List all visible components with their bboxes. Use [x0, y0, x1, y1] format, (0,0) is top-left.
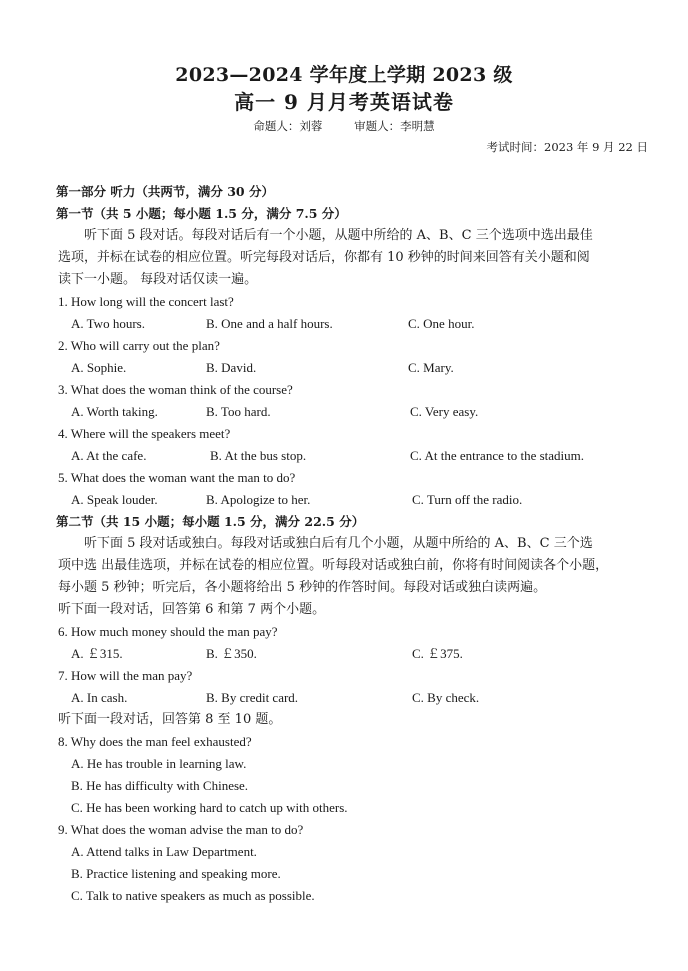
- section2-note-6-7: 听下面一段对话，回答第 6 和第 7 两个小题。: [58, 602, 326, 617]
- question-5: [58, 467, 652, 511]
- question-text: 2. Who will carry out the plan?: [58, 338, 220, 353]
- question-1: [58, 291, 652, 335]
- reviewer-name: 审题人：李明慧: [354, 119, 435, 133]
- question-text: 3. What does the woman think of the course?: [58, 382, 293, 397]
- option-a: A. In cash.: [71, 690, 128, 705]
- question-text: 7. How will the man pay?: [58, 668, 193, 683]
- section2-instructions-line2: 项中选 出最佳选项，并标在试卷的相应位置。听每段对话或独白前，你将有时间阅读各个小题，: [58, 558, 609, 573]
- option-c: C. Talk to native speakers as much as possible.: [71, 888, 315, 903]
- question-text: 8. Why does the man feel exhausted?: [58, 734, 252, 749]
- option-c: C. Very easy.: [410, 404, 479, 419]
- option-a: A. Sophie.: [71, 360, 127, 375]
- section1-instructions-line2: 选项，并标在试卷的相应位置。听完每段对话后，你都有 10 秒钟的时间来回答有关小题和阅: [58, 250, 590, 265]
- option-a: A. Attend talks in Law Department.: [71, 844, 257, 859]
- question-text: 4. Where will the speakers meet?: [58, 426, 231, 441]
- option-a: A. At the cafe.: [71, 448, 147, 463]
- option-b: B. Too hard.: [206, 404, 271, 419]
- exam-authors: [0, 118, 688, 134]
- option-c: C. By check.: [412, 690, 480, 705]
- exam-time: 考试时间：2023 年 9 月 22 日: [486, 140, 648, 154]
- option-row: [58, 445, 652, 467]
- section1-instructions-line1: 听下面 5 段对话。每段对话后有一个小题，从题中所给的 A、B、C 三个选项中选出最佳: [84, 228, 593, 243]
- option-a: A. Speak louder.: [71, 492, 158, 507]
- option-row: [58, 401, 652, 423]
- question-text: 5. What does the woman want the man to do?: [58, 470, 296, 485]
- question-7: [58, 665, 652, 709]
- exam-content: [58, 181, 652, 907]
- question-2: [58, 335, 652, 379]
- question-6: [58, 621, 652, 665]
- question-text: 6. How much money should the man pay?: [58, 624, 278, 639]
- option-a: A. Worth taking.: [71, 404, 158, 419]
- question-8: [58, 731, 652, 819]
- option-b: B. ￡350.: [206, 646, 257, 661]
- option-a: A. Two hours.: [71, 316, 145, 331]
- option-row: [58, 643, 652, 665]
- option-b: B. Practice listening and speaking more.: [71, 866, 281, 881]
- option-b: B. By credit card.: [206, 690, 299, 705]
- part1-heading: 第一部分 听力（共两节，满分 30 分）: [56, 184, 274, 199]
- option-c: C. ￡375.: [412, 646, 463, 661]
- option-c: C. Mary.: [408, 360, 454, 375]
- option-c: C. Turn off the radio.: [412, 492, 523, 507]
- option-row: [58, 313, 652, 335]
- option-c: C. At the entrance to the stadium.: [410, 448, 585, 463]
- option-row: [58, 357, 652, 379]
- setter-name: 命题人：刘蓉: [253, 119, 323, 133]
- question-4: [58, 423, 652, 467]
- option-row: [58, 489, 652, 511]
- option-c: C. One hour.: [408, 316, 475, 331]
- option-b: B. At the bus stop.: [210, 448, 307, 463]
- option-b: B. One and a half hours.: [206, 316, 333, 331]
- section2-instructions-line1: 听下面 5 段对话或独白。每段对话或独白后有几个小题，从题中所给的 A、B、C 三个选: [84, 536, 593, 551]
- question-text: 1. How long will the concert last?: [58, 294, 234, 309]
- section1-instructions-line3: 读下一小题。 每段对话仅读一遍。: [58, 272, 258, 287]
- option-row: [58, 687, 652, 709]
- option-b: B. David.: [206, 360, 257, 375]
- option-a: A. ￡315.: [71, 646, 123, 661]
- question-text: 9. What does the woman advise the man to do?: [58, 822, 304, 837]
- section1-heading: 第一节（共 5 小题；每小题 1.5 分，满分 7.5 分）: [56, 206, 347, 221]
- exam-title-line1: 2023—2024 学年度上学期 2023 级: [175, 64, 513, 86]
- option-c: C. He has been working hard to catch up with others.: [71, 800, 348, 815]
- section2-heading: 第二节（共 15 小题；每小题 1.5 分，满分 22.5 分）: [56, 514, 365, 529]
- exam-title-line2: 高一 9 月月考英语试卷: [234, 90, 454, 114]
- section2-note-8-10: 听下面一段对话，回答第 8 至 10 题。: [58, 712, 282, 727]
- section2-instructions-line3: 每小题 5 秒钟；听完后，各小题将给出 5 秒钟的作答时间。每段对话或独白读两遍。: [58, 580, 547, 595]
- option-b: B. Apologize to her.: [206, 492, 311, 507]
- option-a: A. He has trouble in learning law.: [71, 756, 247, 771]
- option-b: B. He has difficulty with Chinese.: [71, 778, 249, 793]
- question-9: [58, 819, 652, 907]
- question-3: [58, 379, 652, 423]
